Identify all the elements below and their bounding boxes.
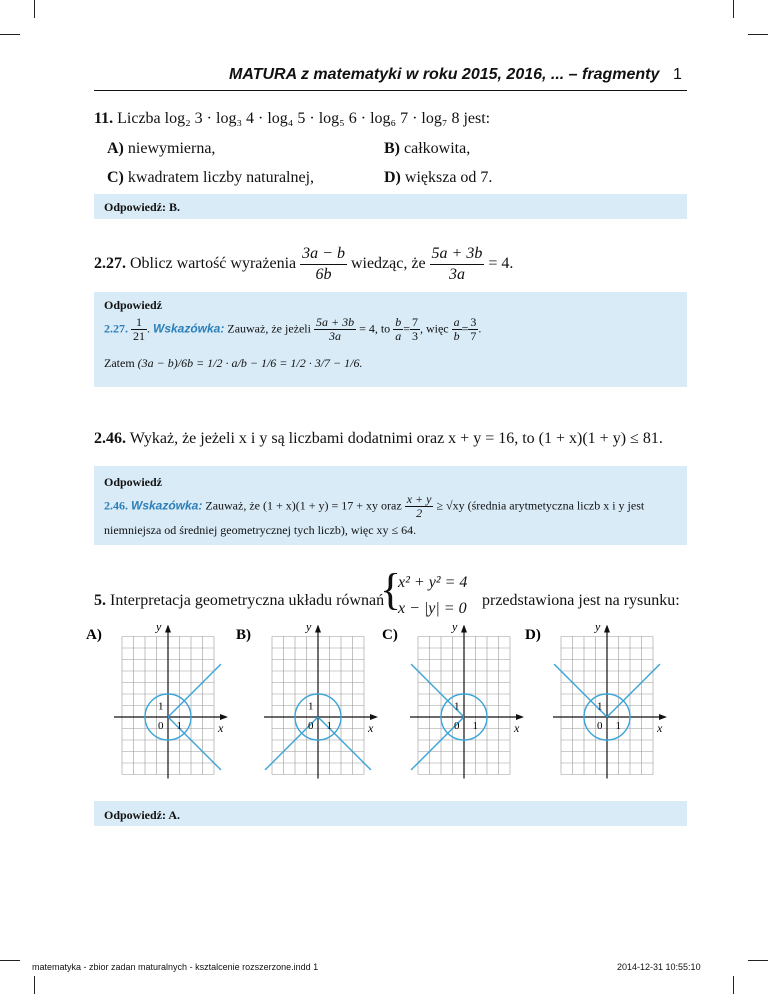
header-divider xyxy=(94,90,687,91)
y-axis-arrow xyxy=(461,625,467,633)
fraction xyxy=(452,316,462,343)
crop-mark xyxy=(0,960,20,961)
fraction-numerator: 5a + 3b xyxy=(315,315,355,329)
fraction-numerator: a xyxy=(453,315,460,329)
hint-number: 2.46. xyxy=(104,498,128,513)
tick-label-origin: 0 xyxy=(454,720,460,732)
answer-text: Odpowiedź: A. xyxy=(104,808,181,822)
option-letter: B) xyxy=(384,140,400,157)
answer-box-227 xyxy=(94,292,687,387)
fraction-numerator: 3 xyxy=(470,315,477,329)
hint-text: ≥ √xy (średnia arytmetyczna liczb x i y jest xyxy=(436,498,645,513)
tick-label-origin: 0 xyxy=(158,720,164,732)
tick-label-y: 1 xyxy=(454,700,460,713)
crop-mark xyxy=(733,976,734,994)
zatem-word: Zatem xyxy=(104,356,135,370)
option-a xyxy=(107,140,215,158)
option-letter: C) xyxy=(107,169,124,186)
crop-mark xyxy=(0,34,20,35)
x-axis-arrow xyxy=(370,714,378,720)
fraction-numerator: x + y xyxy=(406,492,432,506)
fraction-denominator: b xyxy=(453,329,460,343)
fraction-denominator: 6b xyxy=(315,266,332,283)
fraction-denominator: 3a xyxy=(329,329,342,343)
option-text: kwadratem liczby naturalnej, xyxy=(123,169,315,186)
fraction-numerator: 3a − b xyxy=(300,244,347,265)
fraction-numerator: 5a + 3b xyxy=(430,244,485,265)
answer-box-11 xyxy=(94,194,687,219)
answer-box-5 xyxy=(94,801,687,826)
fraction xyxy=(468,316,478,343)
graphs xyxy=(0,625,768,795)
fraction xyxy=(300,244,347,285)
fraction xyxy=(430,244,485,285)
y-axis-label: y xyxy=(452,625,458,634)
graph-label: B) xyxy=(236,627,251,643)
fraction-numerator: b xyxy=(395,315,402,329)
ray-line xyxy=(607,664,660,717)
x-axis-arrow xyxy=(659,714,667,720)
task-number: 11. xyxy=(94,110,114,127)
answer-title: Odpowiedź xyxy=(104,475,163,489)
graph-a xyxy=(86,625,228,779)
crop-mark xyxy=(748,960,768,961)
task-number: 2.46. xyxy=(94,430,126,447)
tick-label-x: 1 xyxy=(326,720,332,732)
option-letter: A) xyxy=(107,140,124,157)
task-lead: Oblicz wartość wyrażenia xyxy=(130,255,297,273)
graph-label: C) xyxy=(382,627,398,643)
zatem-expression: (3a − b)/6b = 1/2 · a/b − 1/6 = 1/2 · 3/7 − 1/6. xyxy=(137,356,363,370)
fraction-denominator: 3a xyxy=(448,266,465,283)
task-5-question xyxy=(94,592,384,610)
fraction-denominator: 3 xyxy=(411,329,418,343)
hint-text: Zauważ, że jeżeli xyxy=(227,321,311,336)
zatem-line xyxy=(104,356,362,371)
crop-mark xyxy=(34,0,35,18)
fraction-denominator: 21 xyxy=(133,329,145,343)
graph-c xyxy=(382,625,524,779)
x-axis-label: x xyxy=(218,721,224,735)
option-text: całkowita, xyxy=(400,140,471,157)
y-axis-arrow xyxy=(604,625,610,633)
graph-label: D) xyxy=(525,627,541,643)
footer-date: 2014-12-31 10:55:10 xyxy=(617,962,701,972)
task-227-question xyxy=(94,244,513,285)
crop-mark xyxy=(733,0,734,18)
task-text: Wykaż, że jeżeli x i y są liczbami dodatnimi oraz x + y = 16, to (1 + x)(1 + y) ≤ 81. xyxy=(129,430,663,447)
equation-1: x² + y² = 4 xyxy=(398,574,468,591)
hint-text: = 4, to xyxy=(359,321,391,336)
answer-title: Odpowiedź xyxy=(104,298,163,312)
fraction xyxy=(393,316,403,343)
fraction xyxy=(410,316,420,343)
x-axis-label: x xyxy=(514,721,520,735)
tick-label-y: 1 xyxy=(597,700,603,713)
tick-label-y: 1 xyxy=(158,700,164,713)
task-tail: = 4. xyxy=(488,255,514,273)
crop-mark xyxy=(748,34,768,35)
task-11-question xyxy=(94,110,490,128)
answer-box-246 xyxy=(94,466,687,545)
fraction-numerator: 7 xyxy=(411,315,418,329)
task-246-question xyxy=(94,430,663,448)
ray-line xyxy=(168,664,221,717)
left-brace: { xyxy=(380,565,402,614)
option-text: większa od 7. xyxy=(400,169,493,186)
y-axis-label: y xyxy=(595,625,601,634)
hint-text: , więc xyxy=(419,321,449,336)
crop-mark xyxy=(34,976,35,994)
x-axis-arrow xyxy=(516,714,524,720)
option-d xyxy=(384,169,492,187)
hint-word: Wskazówka: xyxy=(153,321,225,336)
tick-label-y: 1 xyxy=(308,700,314,713)
task-number: 5. xyxy=(94,592,106,609)
option-letter: D) xyxy=(384,169,401,186)
hint-line-2: niemniejsza od średniej geometrycznej tych liczb), więc xy ≤ 64. xyxy=(104,523,417,537)
graph-d xyxy=(525,625,667,779)
y-axis-arrow xyxy=(165,625,171,633)
graph-label: A) xyxy=(86,627,102,643)
x-axis-arrow xyxy=(220,714,228,720)
option-text: niewymierna, xyxy=(123,140,216,157)
hint-line: 2.27. $\frac{1}{21}$ . Wskazówka: Zauważ, że jeżeli $\frac{5a + 3b}{3a}$ = 4, to $\frac{b}{a}$ = $\frac{7}{3}$ , więc $\frac{a}{b}$ = $\frac{3}{7}$ . xyxy=(104,315,482,343)
task-mid: wiedząc, że xyxy=(350,255,426,273)
tick-label-origin: 0 xyxy=(597,720,603,732)
equation-2: x − |y| = 0 xyxy=(398,600,467,617)
hint-number: 2.27. xyxy=(104,321,128,336)
footer-file: matematyka - zbior zadan maturalnych - ksztalcenie rozszerzone.indd 1 xyxy=(32,962,319,972)
tick-label-x: 1 xyxy=(176,720,182,732)
task-5-tail: przedstawiona jest na rysunku: xyxy=(482,592,680,609)
option-b xyxy=(384,140,470,158)
task-lead: Liczba xyxy=(117,110,161,127)
hint-word: Wskazówka: xyxy=(131,498,203,513)
y-axis-arrow xyxy=(315,625,321,633)
page-title: MATURA z matematyki w roku 2015, 2016, ... – fragmenty xyxy=(229,66,660,83)
tick-label-origin: 0 xyxy=(308,720,314,732)
fraction-denominator: 2 xyxy=(416,506,423,520)
fraction-denominator: 7 xyxy=(470,329,477,343)
answer-text: Odpowiedź: B. xyxy=(104,200,181,214)
option-c xyxy=(107,169,314,187)
fraction xyxy=(131,316,147,343)
task-lead: Interpretacja geometryczna układu równań xyxy=(110,592,385,609)
task-expression: log₂ 3 · log₃ 4 · log₄ 5 · log₅ 6 · log₆ 7 · log₇ 8 xyxy=(164,110,460,127)
tick-label-x: 1 xyxy=(472,720,478,732)
page-number: 1 xyxy=(673,66,682,83)
fraction xyxy=(314,316,356,343)
fraction-denominator: a xyxy=(395,329,402,343)
page-header xyxy=(0,62,768,92)
x-axis-label: x xyxy=(368,721,374,735)
fraction xyxy=(405,493,434,520)
task-number: 2.27. xyxy=(94,255,126,273)
y-axis-label: y xyxy=(306,625,312,634)
fraction-numerator: 1 xyxy=(131,316,147,330)
x-axis-label: x xyxy=(657,721,663,735)
graph-b xyxy=(236,625,378,779)
hint-text: Zauważ, że (1 + x)(1 + y) = 17 + xy oraz xyxy=(205,498,402,513)
tick-label-x: 1 xyxy=(615,720,621,732)
y-axis-label: y xyxy=(156,625,162,634)
hint-line xyxy=(104,493,644,520)
task-tail: jest: xyxy=(463,110,491,127)
